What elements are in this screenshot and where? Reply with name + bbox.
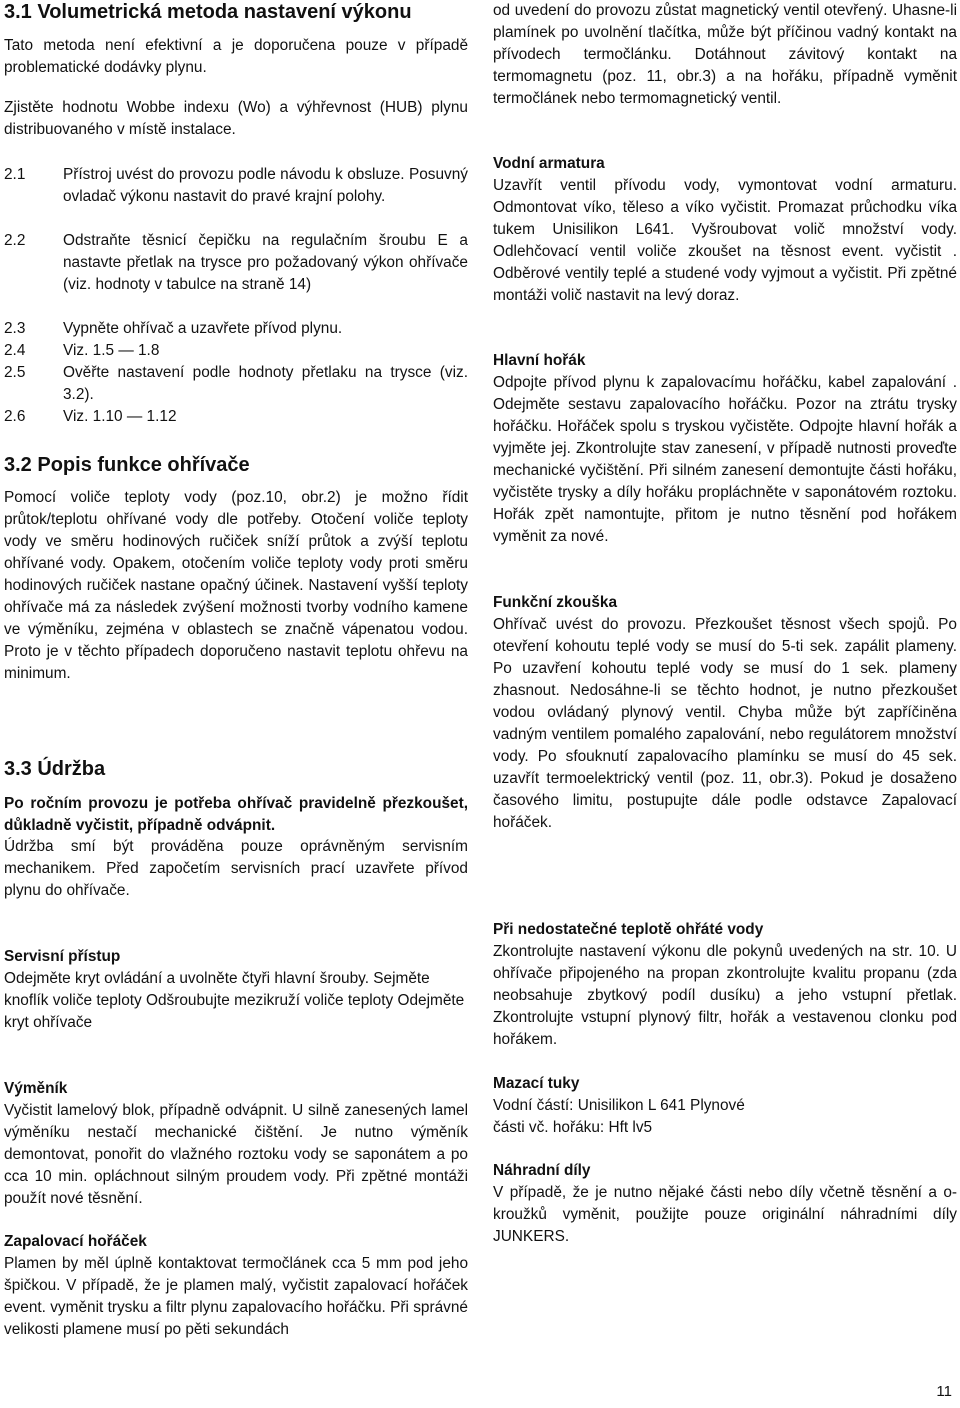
servis-title: Servisní přístup [4, 948, 121, 965]
fz-paragraph: Ohřívač uvést do provozu. Přezkoušet těsnost všech spojů. Po otevření kohoutu teplé vody se musí do 5-ti sek. zapálit plameny. Po uzavření kohoutu teplé vody se musí do 1 sek. plameny zhasnout. Nedosáhne-li se těchto hodnot, je nutno přezkoušet vodou ovládaný plynový ventil. Chyba může být zapříčiněna vadným ventilem pomalého zapalování, nebo regulátorem množství vody. Po sfouknutí zapalovacího plamínku se musí do 45 sek. uzavřít termoelektrický ventil (poz. 11, obr.3). Pokud je dosaženo časového limitu, postupujte dále podle odstavce Zapalovací hořáček. [493, 616, 957, 831]
servis-paragraph: Odejměte kryt ovládání a uvolněte čtyři hlavní šrouby. Sejměte knoflík voliče teploty Odšroubujte mezikruží voliče teploty Odejměte kryt ohřívače [4, 970, 465, 1031]
voda-paragraph: Uzavřít ventil přívodu vody, vymontovat vodní armaturu. Odmontovat víko, těleso a víko vyčistit. Promazat průchodku víka tukem Unisilikon L641. Vyšroubovat volič množství vody. Odlehčovací ventil voliče zkoušet na těsnost event. vyčistit . Odběrové ventily teplé a studené vody vyjmout a vyčistit. Při zpětné montáži volič nastavit na levý doraz. [493, 177, 957, 304]
zapal-title: Zapalovací hořáček [4, 1233, 147, 1250]
list-item-text: Přístroj uvést do provozu podle návodu k obsluze. Posuvný ovladač výkonu nastavit do pravé krajní polohy. [63, 166, 468, 205]
horak-title: Hlavní hořák [493, 352, 586, 369]
section-3-1-title: 3.1 Volumetrická metoda nastavení výkonu [4, 1, 412, 23]
fz-title: Funkční zkouška [493, 594, 618, 611]
list-item [4, 164, 468, 208]
list-item-text: Vypněte ohřívač a uzavřete přívod plynu. [63, 320, 343, 337]
nd-title: Náhradní díly [493, 1162, 591, 1179]
list-item-number: 2.2 [4, 232, 26, 249]
list-item [4, 362, 468, 406]
tuky-paragraph: Vodní částí: Unisilikon L 641 Plynové části vč. hořáku: Hft lv5 [493, 1097, 745, 1136]
list-item-text: Odstraňte těsnicí čepičku na regulačním šroubu E a nastavte přetlak na trysce pro požadovaný výkon ohřívače (viz. hodnoty v tabulce na straně 14) [63, 232, 468, 293]
tuky-title: Mazací tuky [493, 1075, 580, 1092]
list-item [4, 318, 468, 340]
list-item-number: 2.1 [4, 166, 26, 183]
section-3-3-title: 3.3 Údržba [4, 758, 106, 780]
list-item-number: 2.4 [4, 342, 26, 359]
s33-paragraph: Údržba smí být prováděna pouze oprávněným servisním mechanikem. Před započetím servisních prací uzavřete přívod plynu do ohřívače. [4, 838, 468, 899]
vymenik-title: Výměník [4, 1080, 68, 1097]
vymenik-paragraph: Vyčistit lamelový blok, případně odvápnit. U silně zanesených lamel výměníku nestačí mechanické čištění. Je nutno výměník demontovat, ponořit do vlažného roztoku vody se saponátem a po cca 10 min. opláchnout silným proudem vody. Při zpětné montáži použít nové těsnění. [4, 1102, 468, 1207]
voda-title: Vodní armatura [493, 155, 605, 172]
list-item-number: 2.5 [4, 364, 26, 381]
s32-paragraph: Pomocí voliče teploty vody (poz.10, obr.2) je možno řídit průtok/teplotu ohřívané vody dle potřeby. Otočení voliče teploty vody ve směru hodinových ručiček sníží průtok a zvýší teplotu ohřívané vody. Opakem, otočením voliče teploty vody proti směru hodinových ručiček nastane opačný účinek. Nastavení vyšší teploty ohřívače má za následek zvýšení možnosti tvorby vodního kamene ve výměníku, zejména v oblastech se značně vápenatou vodou. Proto je v těchto případech doporučeno nastavit teplotu ohřevu na minimum. [4, 489, 468, 682]
s31-paragraph-1: Tato metoda není efektivní a je doporučena pouze v případě problematické dodávky plynu. [4, 37, 468, 76]
list-item [4, 230, 468, 296]
nt-paragraph: Zkontrolujte nastavení výkonu dle pokynů uvedených na str. 10. U ohřívače připojeného na propan zkontrolujte kvalitu propanu (zda neobsahuje zbytkový podíl dusíku) a jeho vstupní přetlak. Zkontrolujte vstupní plynový filtr, hořák a vestavenou clonku pod hořákem. [493, 943, 957, 1048]
zapal-paragraph: Plamen by měl úplně kontaktovat termočlánek cca 5 mm pod jeho špičkou. V případě, že je plamen malý, vyčistit zapalovací hořáček event. vyměnit trysku a filtr plynu zapalovacího hořáčku. Při správné velikosti plamene musí po pěti sekundách [4, 1255, 468, 1338]
nt-title: Při nedostatečné teplotě ohřáté vody [493, 921, 764, 938]
list-item-number: 2.6 [4, 408, 26, 425]
cont-paragraph: od uvedení do provozu zůstat magnetický ventil otevřený. Uhasne-li plamínek po uvolnění tlačítka, může být příčinou vadný kontakt na přívodech termočlánku. Dotáhnout závitový kontakt na termomagnetu (poz. 11, obr.3) a na hořáku, případně vyměnit termočlánek nebo termomagnetický ventil. [493, 2, 957, 107]
list-item-number: 2.3 [4, 320, 26, 337]
nd-paragraph: V případě, že je nutno nějaké části nebo díly včetně těsnění a o-kroužků vyměnit, použijte pouze originální náhradními díly JUNKERS. [493, 1184, 957, 1245]
list-item-text: Viz. 1.10 — 1.12 [63, 408, 177, 425]
list-item [4, 406, 468, 428]
list-item-text: Ověřte nastavení podle hodnoty přetlaku na trysce (viz. 3.2). [63, 364, 468, 403]
list-item [4, 340, 468, 362]
s33-bold-paragraph: Po ročním provozu je potřeba ohřívač pravidelně přezkoušet, důkladně vyčistit, případně odvápnit. [4, 795, 468, 834]
section-3-2-title: 3.2 Popis funkce ohřívače [4, 454, 250, 476]
page-number: 11 [936, 1383, 952, 1400]
s31-paragraph-2: Zjistěte hodnotu Wobbe indexu (Wo) a výhřevnost (HUB) plynu distribuovaného v místě instalace. [4, 99, 468, 138]
horak-paragraph: Odpojte přívod plynu k zapalovacímu hořáčku, kabel zapalování . Odejměte sestavu zapalovacího hořáčku. Pozor na ztrátu trysky hořáčku. Hořáček spolu s tryskou vyčistěte. Odpojte hlavní hořák a vyjměte jej. Zkontrolujte stav zanesení, v případě nutnosti proveďte mechanické vyčištění. Při silném zanesení demontujte části hořáku, vyčistěte trysky a díly hořáku propláchněte v saponátovém roztoku. Hořák zpět namontujte, přitom je nutno těsnění pod hořákem vyměnit za nové. [493, 374, 957, 545]
list-item-text: Viz. 1.5 — 1.8 [63, 342, 160, 359]
